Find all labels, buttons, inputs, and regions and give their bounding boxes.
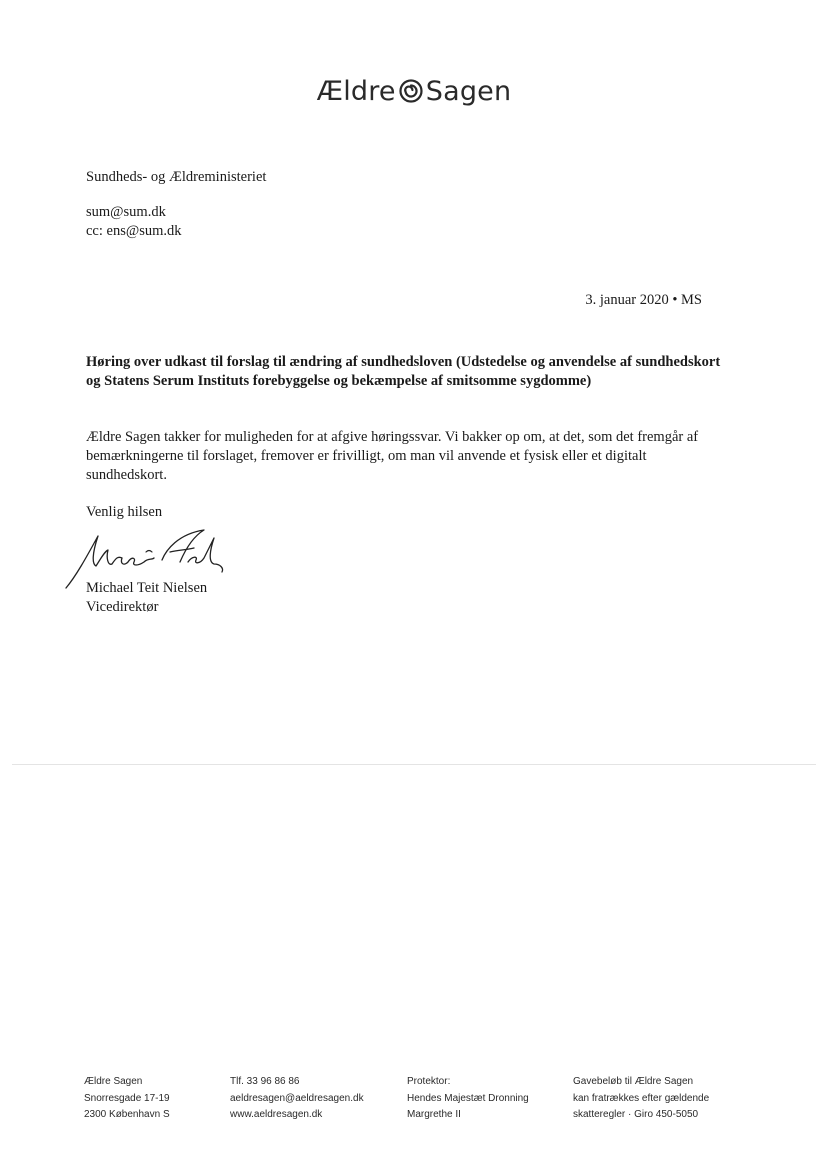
footer-patron [407, 1074, 529, 1124]
recipient-emails [86, 203, 182, 241]
footer-line: Snorresgade 17-19 [84, 1092, 170, 1104]
subject-heading: Høring over udkast til forslag til ændring af sundhedsloven (Udstedelse og anvendelse af sundhedskort og Statens Serum Instituts forebyggelse og bekæmpelse af smitsomme sygdomme) [86, 354, 721, 389]
aeldre-sagen-logo [0, 76, 828, 107]
body-paragraph: Ældre Sagen takker for muligheden for at afgive høringssvar. Vi bakker op om, at det, som det fremgår af bemærkningerne til forslaget, fremover er frivilligt, om man vil anvende et fysisk eller et digitalt sundhedskort. [86, 429, 699, 483]
logo-text-left: Ældre [316, 76, 396, 107]
footer-line: 2300 København S [84, 1109, 170, 1120]
cc-email: cc: ens@sum.dk [86, 223, 182, 239]
footer-line: Ældre Sagen [84, 1076, 143, 1087]
scan-divider [12, 764, 816, 765]
footer-website-link[interactable]: www.aeldresagen.dk [230, 1109, 323, 1120]
footer-donation [573, 1074, 709, 1124]
footer-line: Protektor: [407, 1076, 451, 1087]
date-line: 3. januar 2020 • MS [585, 292, 702, 308]
logo-text-right: Sagen [425, 76, 512, 107]
to-email: sum@sum.dk [86, 204, 166, 220]
footer-email-link[interactable]: aeldresagen@aeldresagen.dk [230, 1092, 364, 1104]
signer-block [86, 579, 207, 617]
closing-greeting: Venlig hilsen [86, 504, 163, 520]
footer-line: skatteregler · Giro 450-5050 [573, 1109, 699, 1120]
signer-title: Vicedirektør [86, 599, 159, 615]
footer-line: Margrethe II [407, 1109, 461, 1120]
recipient: Sundheds- og Ældreministeriet [86, 169, 267, 185]
swirl-logo-icon [399, 79, 423, 103]
footer-line: Gavebeløb til Ældre Sagen [573, 1076, 694, 1087]
signer-name: Michael Teit Nielsen [86, 580, 208, 596]
footer-contact [230, 1074, 364, 1124]
footer-address [84, 1074, 170, 1124]
footer-line: Hendes Majestæt Dronning [407, 1092, 529, 1104]
footer-phone: Tlf. 33 96 86 86 [230, 1076, 300, 1087]
footer-line: kan fratrækkes efter gældende [573, 1092, 710, 1104]
